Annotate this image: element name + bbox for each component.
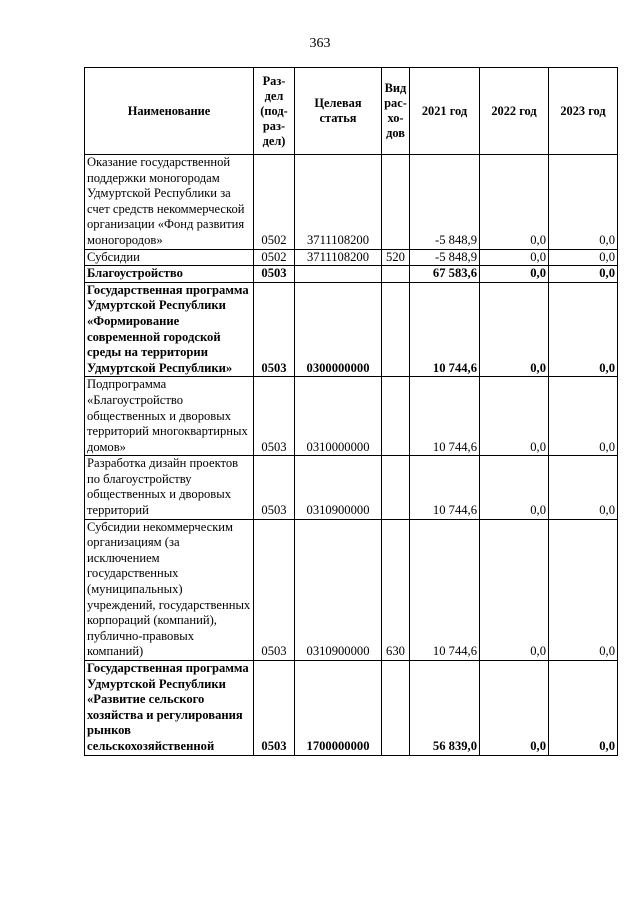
table-row	[85, 456, 618, 519]
row-2023: 0,0	[549, 456, 618, 519]
row-target: 0310000000	[295, 377, 382, 456]
row-expense-type	[382, 377, 410, 456]
row-expense-type: 630	[382, 519, 410, 660]
header-section: Раз- дел (под- раз- дел)	[254, 68, 295, 155]
table-row	[85, 377, 618, 456]
table-row	[85, 519, 618, 660]
row-target	[295, 266, 382, 283]
row-section: 0503	[254, 377, 295, 456]
row-name: Благоустройство	[85, 266, 254, 283]
header-name: Наименование	[85, 68, 254, 155]
table-row	[85, 661, 618, 756]
row-2021: -5 848,9	[410, 155, 480, 250]
row-expense-type	[382, 456, 410, 519]
row-2022: 0,0	[480, 377, 549, 456]
row-name: Оказание государственной поддержки моногородам Удмуртской Республики за счет средств некоммерческой организации «Фонд развития моногородов»	[85, 155, 254, 250]
row-expense-type	[382, 155, 410, 250]
row-target: 1700000000	[295, 661, 382, 756]
row-section: 0502	[254, 155, 295, 250]
row-2023: 0,0	[549, 155, 618, 250]
row-2021: -5 848,9	[410, 249, 480, 266]
row-2021: 10 744,6	[410, 377, 480, 456]
row-2023: 0,0	[549, 377, 618, 456]
header-2021: 2021 год	[410, 68, 480, 155]
table-row	[85, 282, 618, 377]
row-section: 0502	[254, 249, 295, 266]
row-2023: 0,0	[549, 519, 618, 660]
budget-table	[84, 67, 618, 756]
row-expense-type	[382, 266, 410, 283]
row-section: 0503	[254, 266, 295, 283]
row-target: 3711108200	[295, 249, 382, 266]
table-body	[85, 155, 618, 756]
table-row	[85, 266, 618, 283]
row-expense-type: 520	[382, 249, 410, 266]
table-row	[85, 249, 618, 266]
header-target: Целевая статья	[295, 68, 382, 155]
row-name: Субсидии	[85, 249, 254, 266]
row-name: Подпрограмма «Благоустройство общественных и дворовых территорий многоквартирных домов»	[85, 377, 254, 456]
row-2023: 0,0	[549, 282, 618, 377]
row-2023: 0,0	[549, 661, 618, 756]
row-2021: 10 744,6	[410, 519, 480, 660]
row-2021: 10 744,6	[410, 456, 480, 519]
row-2023: 0,0	[549, 249, 618, 266]
header-2022: 2022 год	[480, 68, 549, 155]
row-2022: 0,0	[480, 155, 549, 250]
row-target: 0310900000	[295, 519, 382, 660]
row-name: Государственная программа Удмуртской Республики «Формирование современной городской среды на территории Удмуртской Республики»	[85, 282, 254, 377]
row-target: 0300000000	[295, 282, 382, 377]
row-name: Государственная программа Удмуртской Республики «Развитие сельского хозяйства и регулирования рынков сельскохозяйственной	[85, 661, 254, 756]
row-section: 0503	[254, 456, 295, 519]
row-section: 0503	[254, 661, 295, 756]
page-number: 363	[309, 36, 331, 51]
row-target: 3711108200	[295, 155, 382, 250]
row-name: Разработка дизайн проектов по благоустройству общественных и дворовых территорий	[85, 456, 254, 519]
row-target: 0310900000	[295, 456, 382, 519]
table-header-row	[85, 68, 618, 155]
row-2022: 0,0	[480, 249, 549, 266]
row-2021: 56 839,0	[410, 661, 480, 756]
table-row	[85, 155, 618, 250]
row-name: Субсидии некоммерческим организациям (за исключением государственных (муниципальных) учреждений, государственных корпораций (компаний), публично-правовых компаний)	[85, 519, 254, 660]
row-2023: 0,0	[549, 266, 618, 283]
row-2022: 0,0	[480, 519, 549, 660]
row-2022: 0,0	[480, 661, 549, 756]
row-section: 0503	[254, 519, 295, 660]
row-2021: 10 744,6	[410, 282, 480, 377]
row-expense-type	[382, 282, 410, 377]
row-2022: 0,0	[480, 456, 549, 519]
header-2023: 2023 год	[549, 68, 618, 155]
row-section: 0503	[254, 282, 295, 377]
header-expense-type: Вид рас- хо- дов	[382, 68, 410, 155]
row-2022: 0,0	[480, 266, 549, 283]
row-expense-type	[382, 661, 410, 756]
row-2021: 67 583,6	[410, 266, 480, 283]
row-2022: 0,0	[480, 282, 549, 377]
